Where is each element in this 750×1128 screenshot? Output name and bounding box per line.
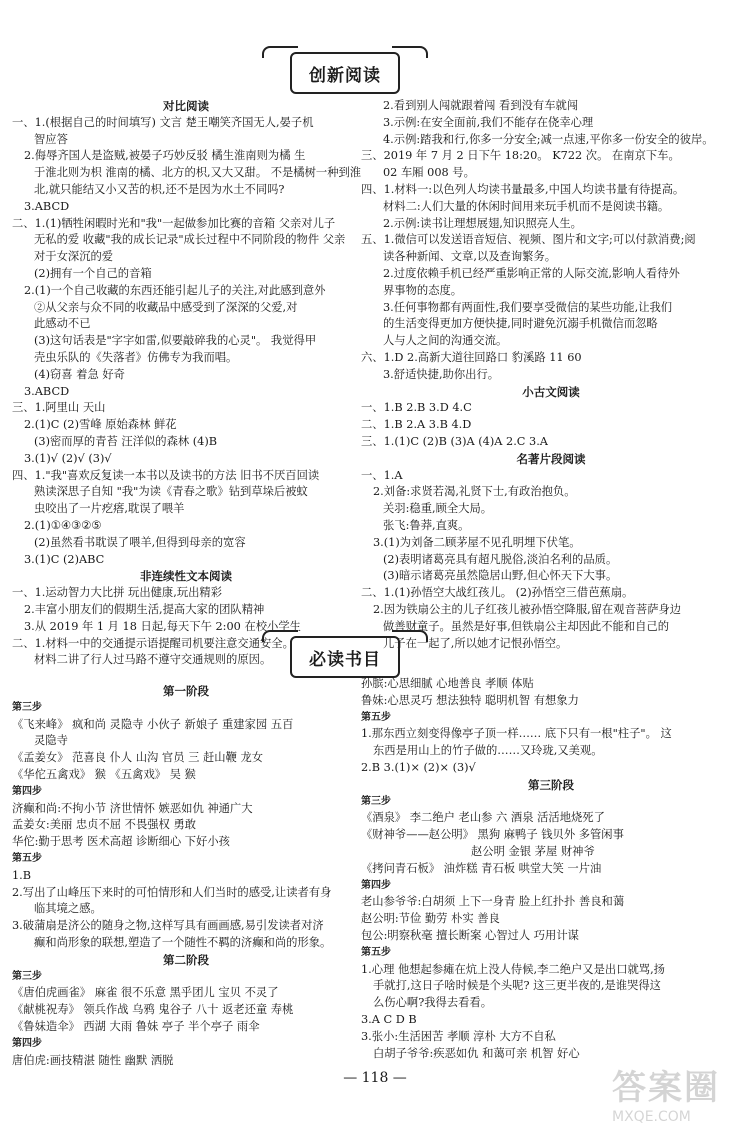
answer-line: 鲁妹:心思灵巧 想法独特 聪明机智 有想象力 bbox=[361, 693, 579, 707]
answer-line: 三、2019 年 7 月 2 日下午 18:20。 K722 次。 在南京下车。 bbox=[361, 149, 680, 163]
answers-top-left bbox=[12, 98, 360, 669]
answer-line: 做善财童子。虽然是好事,但铁扇公主却因此不能和自己的 bbox=[383, 619, 670, 633]
answer-line: 虫咬出了一片疙瘩,耽误了喂羊 bbox=[34, 502, 185, 516]
answer-line: 4.示例:踏我和行,你多一分安全;减一点速,平你多一份安全的彼岸。 bbox=[383, 132, 714, 146]
answer-line: 济癫和尚:不拘小节 济世情怀 嫉恶如仇 神通广大 bbox=[12, 801, 253, 815]
answer-line: (4)窃喜 着急 好奇 bbox=[34, 367, 125, 381]
step-label: 第四步 bbox=[361, 879, 391, 891]
step-label: 第五步 bbox=[361, 711, 391, 723]
answer-line: 包公:明察秋毫 擅长断案 心智过人 巧用计谋 bbox=[361, 928, 579, 942]
answer-line: 3.ABCD bbox=[24, 384, 70, 398]
answer-line: 手就打,这日子啥时候是个头呢? 这三更半夜的,是谁哭得这 bbox=[373, 979, 661, 993]
answer-line: 张飞:鲁莽,直爽。 bbox=[383, 518, 470, 532]
answer-line: 孟姜女:美丽 忠贞不屈 不畏强权 勇敢 bbox=[12, 818, 197, 832]
answer-line: 2.看到别人闯就跟着闯 看到没有车就闯 bbox=[383, 99, 579, 112]
answer-line: 对于女深沉的爱 bbox=[34, 250, 114, 264]
answer-line: 二、1.(1)牺牲闲暇时光和"我"一起做参加比赛的音箱 父亲对儿子 bbox=[12, 216, 336, 230]
answer-line: 3.张小:生活困苦 孝顺 淳朴 大方不自私 bbox=[361, 1029, 556, 1043]
answer-line: 一、1.运动智力大比拼 玩出健康,玩出精彩 bbox=[12, 586, 223, 600]
answer-line: 一、1.(根据自己的时间填写) 文言 楚王嘲笑齐国无人,晏子机 bbox=[12, 115, 314, 129]
answer-line: 界事物的态度。 bbox=[383, 283, 463, 297]
watermark-line2: MXQE.COM bbox=[612, 1109, 691, 1125]
answer-line: (3)暗示诸葛亮虽然隐居山野,但心怀天下大事。 bbox=[383, 569, 618, 583]
answer-line: 2.刘备:求贤若渴,礼贤下士,有政治抱负。 bbox=[373, 485, 576, 499]
answer-line: 北,就只能结又小又苦的枳,还不是因为水土不同吗? bbox=[34, 182, 285, 196]
answer-line: 《酒泉》 李二绝户 老山参 六 酒泉 活活地烧死了 bbox=[361, 811, 605, 825]
answer-line: 赵公明:节俭 勤劳 朴实 善良 bbox=[361, 912, 500, 926]
answer-line: 三、1.阿里山 天山 bbox=[12, 401, 106, 415]
answer-line: (2)拥有一个自己的音箱 bbox=[34, 266, 152, 280]
answer-line: 三、1.(1)C (2)B (3)A (4)A 2.C 3.A bbox=[361, 434, 548, 448]
answer-line: 2.丰富小朋友们的假期生活,提高大家的团队精神 bbox=[24, 602, 265, 616]
step-label: 第四步 bbox=[12, 1037, 42, 1049]
answer-line: 灵隐寺 bbox=[34, 734, 68, 748]
answer-line: 华佗:勤于思考 医术高超 诊断细心 下好小孩 bbox=[12, 835, 230, 849]
section-heading: 小古文阅读 bbox=[522, 384, 580, 399]
answer-line: 3.示例:在安全面前,我们不能存在侥幸心理 bbox=[383, 115, 594, 129]
answer-line: 二、1.B 2.A 3.B 4.D bbox=[361, 418, 472, 432]
answer-line: 赵公明 金银 茅屋 财神爷 bbox=[471, 844, 595, 858]
answer-line: 《拷问青石板》 油炸糕 青石板 哄堂大笑 一片油 bbox=[361, 861, 602, 875]
answers-bottom-right bbox=[361, 676, 741, 1062]
section-heading: 非连续性文本阅读 bbox=[140, 569, 232, 584]
step-label: 第五步 bbox=[12, 852, 42, 864]
answer-line: 四、1.材料一:以色列人均读书量最多,中国人均读书量有待提高。 bbox=[361, 182, 685, 196]
answer-line: 四、1."我"喜欢反复读一本书以及读书的方法 旧书不厌百回读 bbox=[12, 468, 320, 482]
answer-line: (2)表明诸葛亮具有超凡脱俗,淡泊名利的品质。 bbox=[383, 552, 618, 566]
answer-line: 1.B bbox=[12, 868, 32, 882]
answer-line: 《财神爷——赵公明》 黑狗 麻鸭子 钱贝外 多管闲事 bbox=[361, 828, 624, 842]
answer-line: 《华佗五禽戏》 猴 《五禽戏》 吴 猴 bbox=[12, 767, 196, 781]
answer-line: 《孟姜女》 范喜良 仆人 山沟 官员 三 赶山鞭 龙女 bbox=[12, 751, 264, 765]
banner-booklist bbox=[290, 636, 400, 678]
answer-line: 2.侮辱齐国人是盗贼,被晏子巧妙反驳 橘生淮南则为橘 生 bbox=[24, 149, 306, 163]
answer-line: 3.A C D B bbox=[361, 1012, 417, 1026]
answer-line: 一、1.A bbox=[361, 468, 403, 482]
step-label: 第三步 bbox=[12, 701, 42, 713]
section-heading: 名著片段阅读 bbox=[516, 451, 586, 466]
answer-line: 3.舒适快捷,助你出行。 bbox=[383, 367, 500, 381]
answer-line: 2.(1)C (2)雪峰 原始森林 鲜花 bbox=[24, 418, 177, 432]
answer-line: 3.任何事物都有两面性,我们要享受微信的某些功能,让我们 bbox=[383, 300, 673, 314]
page-number: — 118 — bbox=[343, 1070, 407, 1086]
answer-line: 二、1.(1)孙悟空大战红孩儿。 (2)孙悟空三借芭蕉扇。 bbox=[361, 586, 634, 600]
answer-line: 于淮北则为枳 淮南的橘、北方的枳,又大又甜。 不是橘树一种到淮 bbox=[34, 166, 362, 180]
answer-line: 临其境之感。 bbox=[34, 902, 102, 916]
banner-title: 创新阅读 bbox=[309, 65, 381, 86]
answer-line: 人与人之间的沟通交流。 bbox=[383, 334, 508, 348]
answer-line: 02 车厢 008 号。 bbox=[383, 166, 475, 180]
answer-line: 《鲁妹造伞》 西湖 大雨 鲁妹 亭子 半个亭子 雨伞 bbox=[12, 1019, 260, 1033]
step-label: 第三步 bbox=[12, 970, 42, 982]
answer-line: 2.过度依赖手机已经严重影响正常的人际交流,影响人看待外 bbox=[383, 266, 680, 280]
answer-line: 3.破蒲扇是济公的随身之物,这样写具有画画感,易引发读者对济 bbox=[12, 919, 324, 933]
watermark-logo bbox=[612, 1060, 742, 1125]
answer-line: 《献桃祝寿》 领兵作战 乌鸦 鬼谷子 八十 返老还童 寿桃 bbox=[12, 1003, 294, 1017]
answer-line: 《唐伯虎画雀》 麻雀 很不乐意 黑乎团儿 宝贝 不灵了 bbox=[12, 986, 279, 1000]
section-heading: 第一阶段 bbox=[163, 684, 209, 698]
answer-line: 五、1.微信可以发送语音短信、视频、图片和文字;可以付款消费;阅 bbox=[361, 233, 696, 247]
section-heading: 第三阶段 bbox=[528, 777, 574, 792]
answer-line: 3.(1)为刘备二顾茅屋不见孔明埋下伏笔。 bbox=[373, 535, 581, 549]
answer-line: 么伤心啊?我得去看看。 bbox=[373, 996, 493, 1010]
answer-line: 东西是用山上的竹子做的……又玲珑,又美观。 bbox=[373, 744, 603, 758]
answer-line: 二、1.材料一中的交通提示语提醒司机要注意交通安全。 bbox=[12, 636, 294, 650]
step-label: 第四步 bbox=[12, 785, 42, 797]
answer-line: 2.B 3.(1)× (2)× (3)√ bbox=[361, 760, 476, 774]
answer-line: 唐伯虎:画技精湛 随性 幽默 洒脱 bbox=[12, 1053, 174, 1067]
banner-title: 必读书目 bbox=[309, 649, 381, 670]
answer-line: 壳虫乐队的《失落者》仿佛专为我而唱。 bbox=[34, 350, 238, 364]
answer-line: 1.心理 他想起参瘫在炕上没人侍候,李二绝户又是出口就骂,扬 bbox=[361, 962, 665, 976]
answer-line: ②从父亲与众不同的收藏品中感受到了深深的父爱,对 bbox=[34, 300, 298, 314]
section-heading: 第二阶段 bbox=[163, 952, 209, 967]
watermark-line1: 答案圈 bbox=[612, 1068, 720, 1108]
answer-line: 读各种新闻、文章,以及查询繁务。 bbox=[383, 250, 557, 264]
answer-line: 3.从 2019 年 1 月 18 日起,每天下午 2:00 在校小学生 bbox=[24, 619, 301, 633]
step-label: 第三步 bbox=[361, 795, 391, 807]
section-heading: 对比阅读 bbox=[163, 99, 209, 113]
answer-line: 此感动不已 bbox=[34, 317, 91, 331]
step-label: 第五步 bbox=[361, 946, 391, 958]
answer-line: 癫和尚形象的联想,塑造了一个随性不羁的济癫和尚的形象。 bbox=[34, 935, 332, 949]
answer-line: 3.(1)C (2)ABC bbox=[24, 552, 105, 566]
answer-line: 无私的爱 收藏"我的成长记录"成长过程中不同阶段的物件 父亲 bbox=[34, 233, 346, 247]
answers-bottom-left bbox=[12, 683, 360, 1069]
answer-line: 六、1.D 2.高新大道往回路口 豹溪路 11 60 bbox=[361, 350, 582, 364]
answer-line: 2.(1)一个自己收藏的东西还能引起儿子的关注,对此感到意外 bbox=[24, 283, 326, 297]
answer-line: 《飞来峰》 疯和尚 灵隐寺 小伙子 新娘子 重建家园 五百 bbox=[12, 717, 294, 731]
answer-line: 2.示例:读书让理想展翅,知识照亮人生。 bbox=[383, 216, 582, 230]
answer-line: 的生活变得更加方便快捷,同时避免沉溺手机微信而忽略 bbox=[383, 317, 658, 331]
answer-line: 材料二:人们大量的休闲时间用来玩手机而不是阅读书籍。 bbox=[383, 199, 670, 213]
banner-reading bbox=[290, 52, 400, 94]
answer-line: 2.写出了山峰压下来时的可怕情形和人们当时的感受,让读者有身 bbox=[12, 885, 332, 899]
answer-line: 老山参爷爷:白胡须 上下一身青 脸上红扑扑 善良和蔼 bbox=[361, 895, 625, 909]
answer-line: 熟读深思子自知 "我"为读《青春之歌》钻到草垛后被蚊 bbox=[34, 485, 308, 499]
answer-line: 一、1.B 2.B 3.D 4.C bbox=[361, 401, 472, 415]
answer-line: (3)密而厚的青苔 汪洋似的森林 (4)B bbox=[34, 434, 218, 448]
answer-line: 孙膑:心思细腻 心地善良 孝顺 体贴 bbox=[361, 677, 534, 690]
answer-line: (3)这句话表是"字字如雷,似要敲碎我的心灵"。 我觉得甲 bbox=[34, 334, 317, 348]
answer-line: (2)虽然看书耽误了喂羊,但得到母亲的宽容 bbox=[34, 535, 246, 549]
answers-top-right bbox=[361, 98, 741, 652]
answer-line: 3.(1)√ (2)√ (3)√ bbox=[24, 451, 112, 465]
answer-line: 儿子在一起了,所以她才记恨孙悟空。 bbox=[383, 636, 568, 650]
answer-line: 3.ABCD bbox=[24, 199, 70, 213]
answer-line: 2.(1)①④③②⑤ bbox=[24, 518, 102, 532]
answer-line: 材料二讲了行人过马路不遵守交通规则的原因。 bbox=[34, 653, 272, 667]
answer-line: 2.因为铁扇公主的儿子红孩儿被孙悟空降服,留在观音菩萨身边 bbox=[373, 602, 682, 616]
answer-line: 1.那东西立刻变得像亭子顶一样…… 底下只有一根"柱子"。 这 bbox=[361, 727, 672, 741]
answer-line: 白胡子爷爷:疾恶如仇 和蔼可亲 机智 好心 bbox=[373, 1046, 580, 1060]
answer-line: 智应答 bbox=[34, 132, 68, 146]
answer-line: 关羽:稳重,顾全大局。 bbox=[383, 502, 493, 516]
